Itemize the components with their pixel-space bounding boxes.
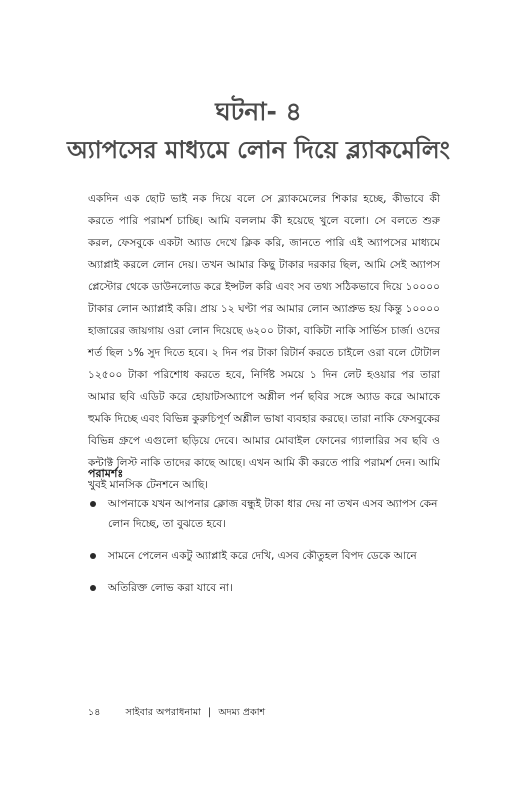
bullet-icon bbox=[90, 585, 96, 591]
footer-separator: | bbox=[208, 707, 212, 718]
chapter-title: অ্যাপসের মাধ্যমে লোন দিয়ে ব্ল্যাকমেলিং bbox=[67, 136, 450, 164]
footer-book-title: সাইবার অপরাধনামা bbox=[125, 707, 201, 718]
advice-item bbox=[88, 546, 440, 566]
story-paragraph: একদিন এক ছোট ভাই নক দিয়ে বলে সে ব্ল্যাকমেলের শিকার হচ্ছে, কীভাবে কী করতে পারি পরামর্শ চাচ্ছি। আমি বললাম কী হয়েছে খুলে বলো। সে বলতে শুরু করল, ফেসবুকে একটা অ্যাড দেখে ক্লিক করি, জানতে পারি এই অ্যাপসের মাধ্যমে অ্যাপ্লাই করলে লোন দেয়। তখন আমার কিছু টাকার দরকার ছিল, আমি সেই অ্যাপস প্লেস্টোর থেকে ডাউনলোড করে ইন্সটল করি এবং সব তথ্য সঠিকভাবে দিয়ে ১০০০০ টাকার লোন অ্যাপ্লাই করি। প্রায় ১২ ঘণ্টা পর আমার লোন অ্যাপ্রুভ হয় কিন্তু ১০০০০ হাজারের জায়গায় ওরা লোন দিয়েছে ৬২০০ টাকা, বাকিটা নাকি সার্ভিস চার্জ। ওদের শর্ত ছিল ১% সুদ দিতে হবে। ২ দিন পর টাকা রিটার্ন করতে চাইলে ওরা বলে টোটাল ১২৫০০ টাকা পরিশোধ করতে হবে, নির্দিষ্ট সময়ে ১ দিন লেট হওয়ার পর তারা আমার ছবি এডিট করে হোয়াটসঅ্যাপে অশ্লীল পর্ন ছবির সঙ্গে অ্যাড করে আমাকে হুমকি দিচ্ছে এবং বিভিন্ন কুরুচিপূর্ণ অশ্লীল ভাষা ব্যবহার করছে। তারা নাকি ফেসবুকের বিভিন্ন গ্রুপে এগুলো ছড়িয়ে দেবে। আমার মোবাইল ফোনের গ্যালারির সব ছবি ও কন্টাক্ট লিস্ট নাকি তাদের কাছে আছে। এখন আমি কী করতে পারি পরামর্শ দেন। আমি খুবই মানসিক টেনশনে আছি। bbox=[88, 193, 440, 491]
advice-item bbox=[88, 494, 440, 534]
bullet-icon bbox=[90, 553, 96, 559]
chapter-number: ঘটনা- ৪ bbox=[215, 97, 302, 126]
advice-heading: পরামর্শঃ bbox=[88, 467, 124, 480]
advice-list bbox=[88, 494, 440, 610]
footer-publisher: অদম্য প্রকাশ bbox=[218, 707, 266, 718]
advice-item-text: অতিরিক্ত লোভ করা যাবে না। bbox=[108, 582, 233, 594]
page-footer bbox=[88, 706, 265, 720]
advice-item bbox=[88, 578, 440, 598]
page-number: ১৪ bbox=[88, 707, 101, 718]
advice-item-text: আপনাকে যখন আপনার ক্লোজ বন্ধুই টাকা ধার দেয় না তখন এসব অ্যাপস কেন লোন দিচ্ছে, তা বুঝতে হবে। bbox=[108, 498, 438, 530]
bullet-icon bbox=[90, 501, 96, 507]
advice-item-text: সামনে পেলেন একটু অ্যাপ্লাই করে দেখি, এসব কৌতুহল বিপদ ডেকে আনে bbox=[108, 550, 417, 562]
